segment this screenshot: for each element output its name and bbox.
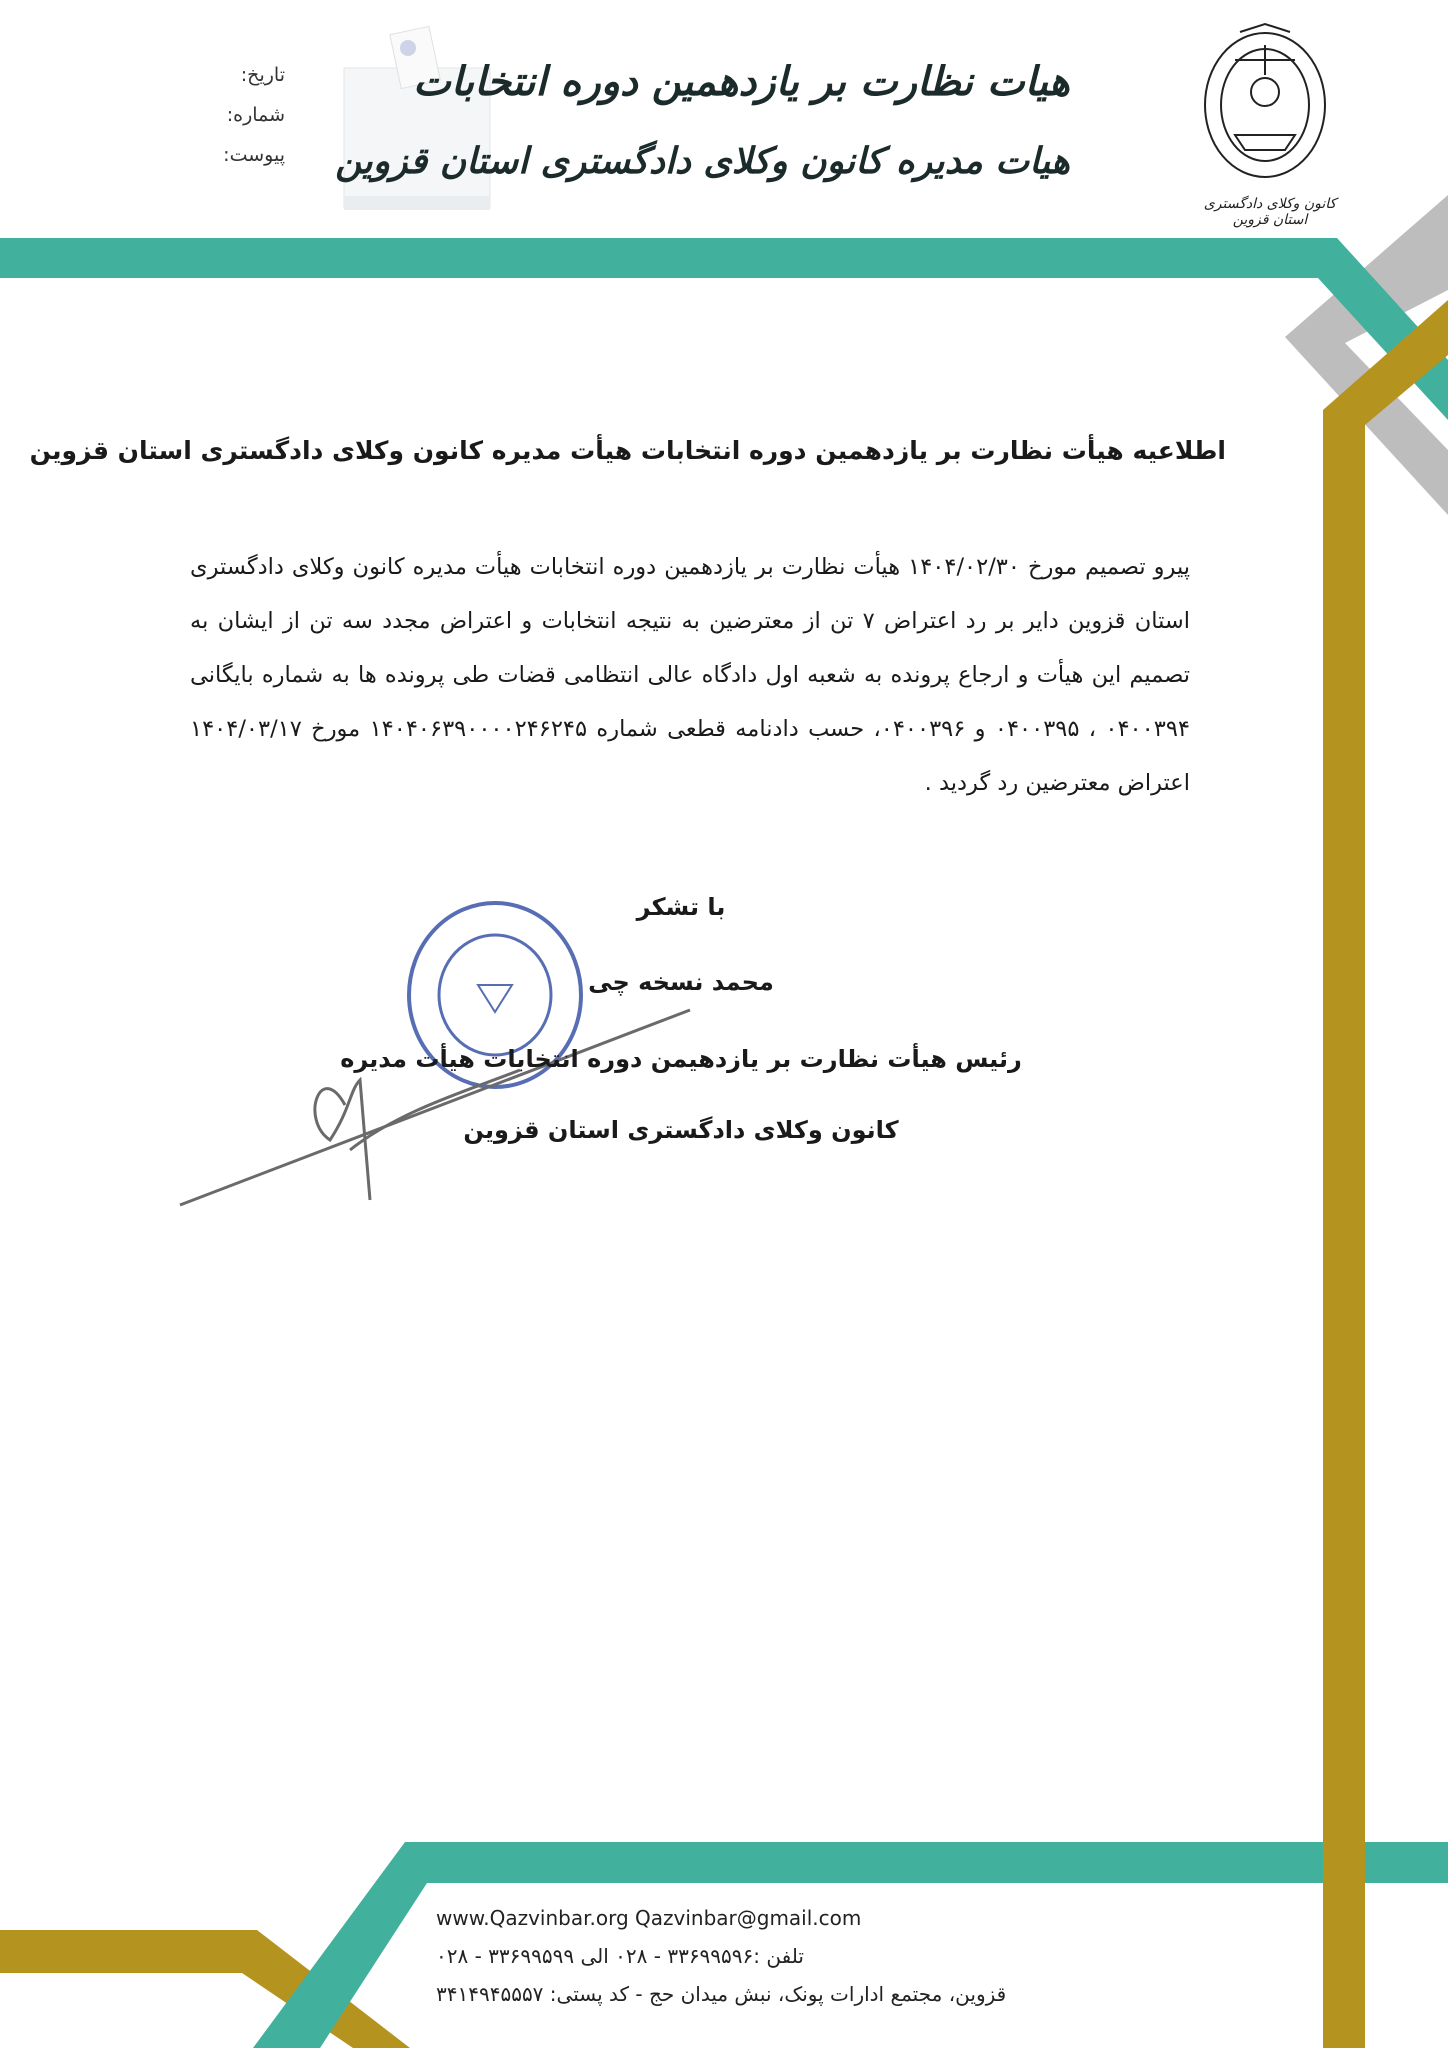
teal-header-band [0,238,1448,420]
bar-association-emblem-icon [1205,24,1325,177]
date-label: تاریخ: [240,64,285,86]
header-title-line1: هیات نظارت بر یازدهمین دوره انتخابات [413,58,1070,105]
ballot-box-icon [344,26,490,210]
footer-address: قزوین، مجتمع ادارات پونک، نبش میدان حج - کد پستی: ۳۴۱۴۹۴۵۵۵۷ [436,1982,1007,2006]
footer-web-email: www.Qazvinbar.org Qazvinbar@gmail.com [436,1906,862,1930]
teal-footer-band [253,1842,1448,2048]
attachment-label: پیوست: [223,144,285,166]
gold-side-bar-over [1323,1842,1365,2048]
footer-phone: تلفن :۳۳۶۹۹۵۹۶ - ۰۲۸ الی ۳۳۶۹۹۵۹۹ - ۰۲۸ [436,1944,804,1968]
document-title: اطلاعیه هیأت نظارت بر یازدهمین دوره انتخابات هیأت مدیره کانون وکلای دادگستری استان قزوین [29,436,1226,465]
number-label: شماره: [226,104,285,126]
signatory-name: محمد نسخه چی [588,968,774,996]
handwritten-signature [180,1010,690,1205]
gold-side-bar [1323,300,1448,2048]
closing: با تشکر [636,893,726,921]
header-title-line2: هیات مدیره کانون وکلای دادگستری استان قزوین [335,140,1070,182]
signatory-position: رئیس هیأت نظارت بر یازدهیمن دوره انتخابات هیأت مدیره [340,1045,1022,1073]
document-body: پیرو تصمیم مورخ ۱۴۰۴/۰۲/۳۰ هیأت نظارت بر یازدهمین دوره انتخابات هیأت مدیره کانون وکلای دادگستری استان قزوین دایر بر رد اعتراض ۷ تن از معترضین به نتیجه انتخابات و اعتراض مجدد سه تن از ایشان به تصمیم این هیأت و ارجاع پرونده به شعبه اول دادگاه عالی انتظامی قضات طی پرونده ها به شماره بایگانی ۰۴۰۰۳۹۴ ، ۰۴۰۰۳۹۵ و ۰۴۰۰۳۹۶، حسب دادنامه قطعی شماره ۱۴۰۴۰۶۳۹۰۰۰۰۲۴۶۲۴۵ مورخ ۱۴۰۴/۰۳/۱۷ اعتراض معترضین رد گردید . [190,554,1190,796]
logo-caption: کانون وکلای دادگستری استان قزوین [1203,196,1337,228]
signatory-organization: کانون وکلای دادگستری استان قزوین [463,1116,899,1144]
